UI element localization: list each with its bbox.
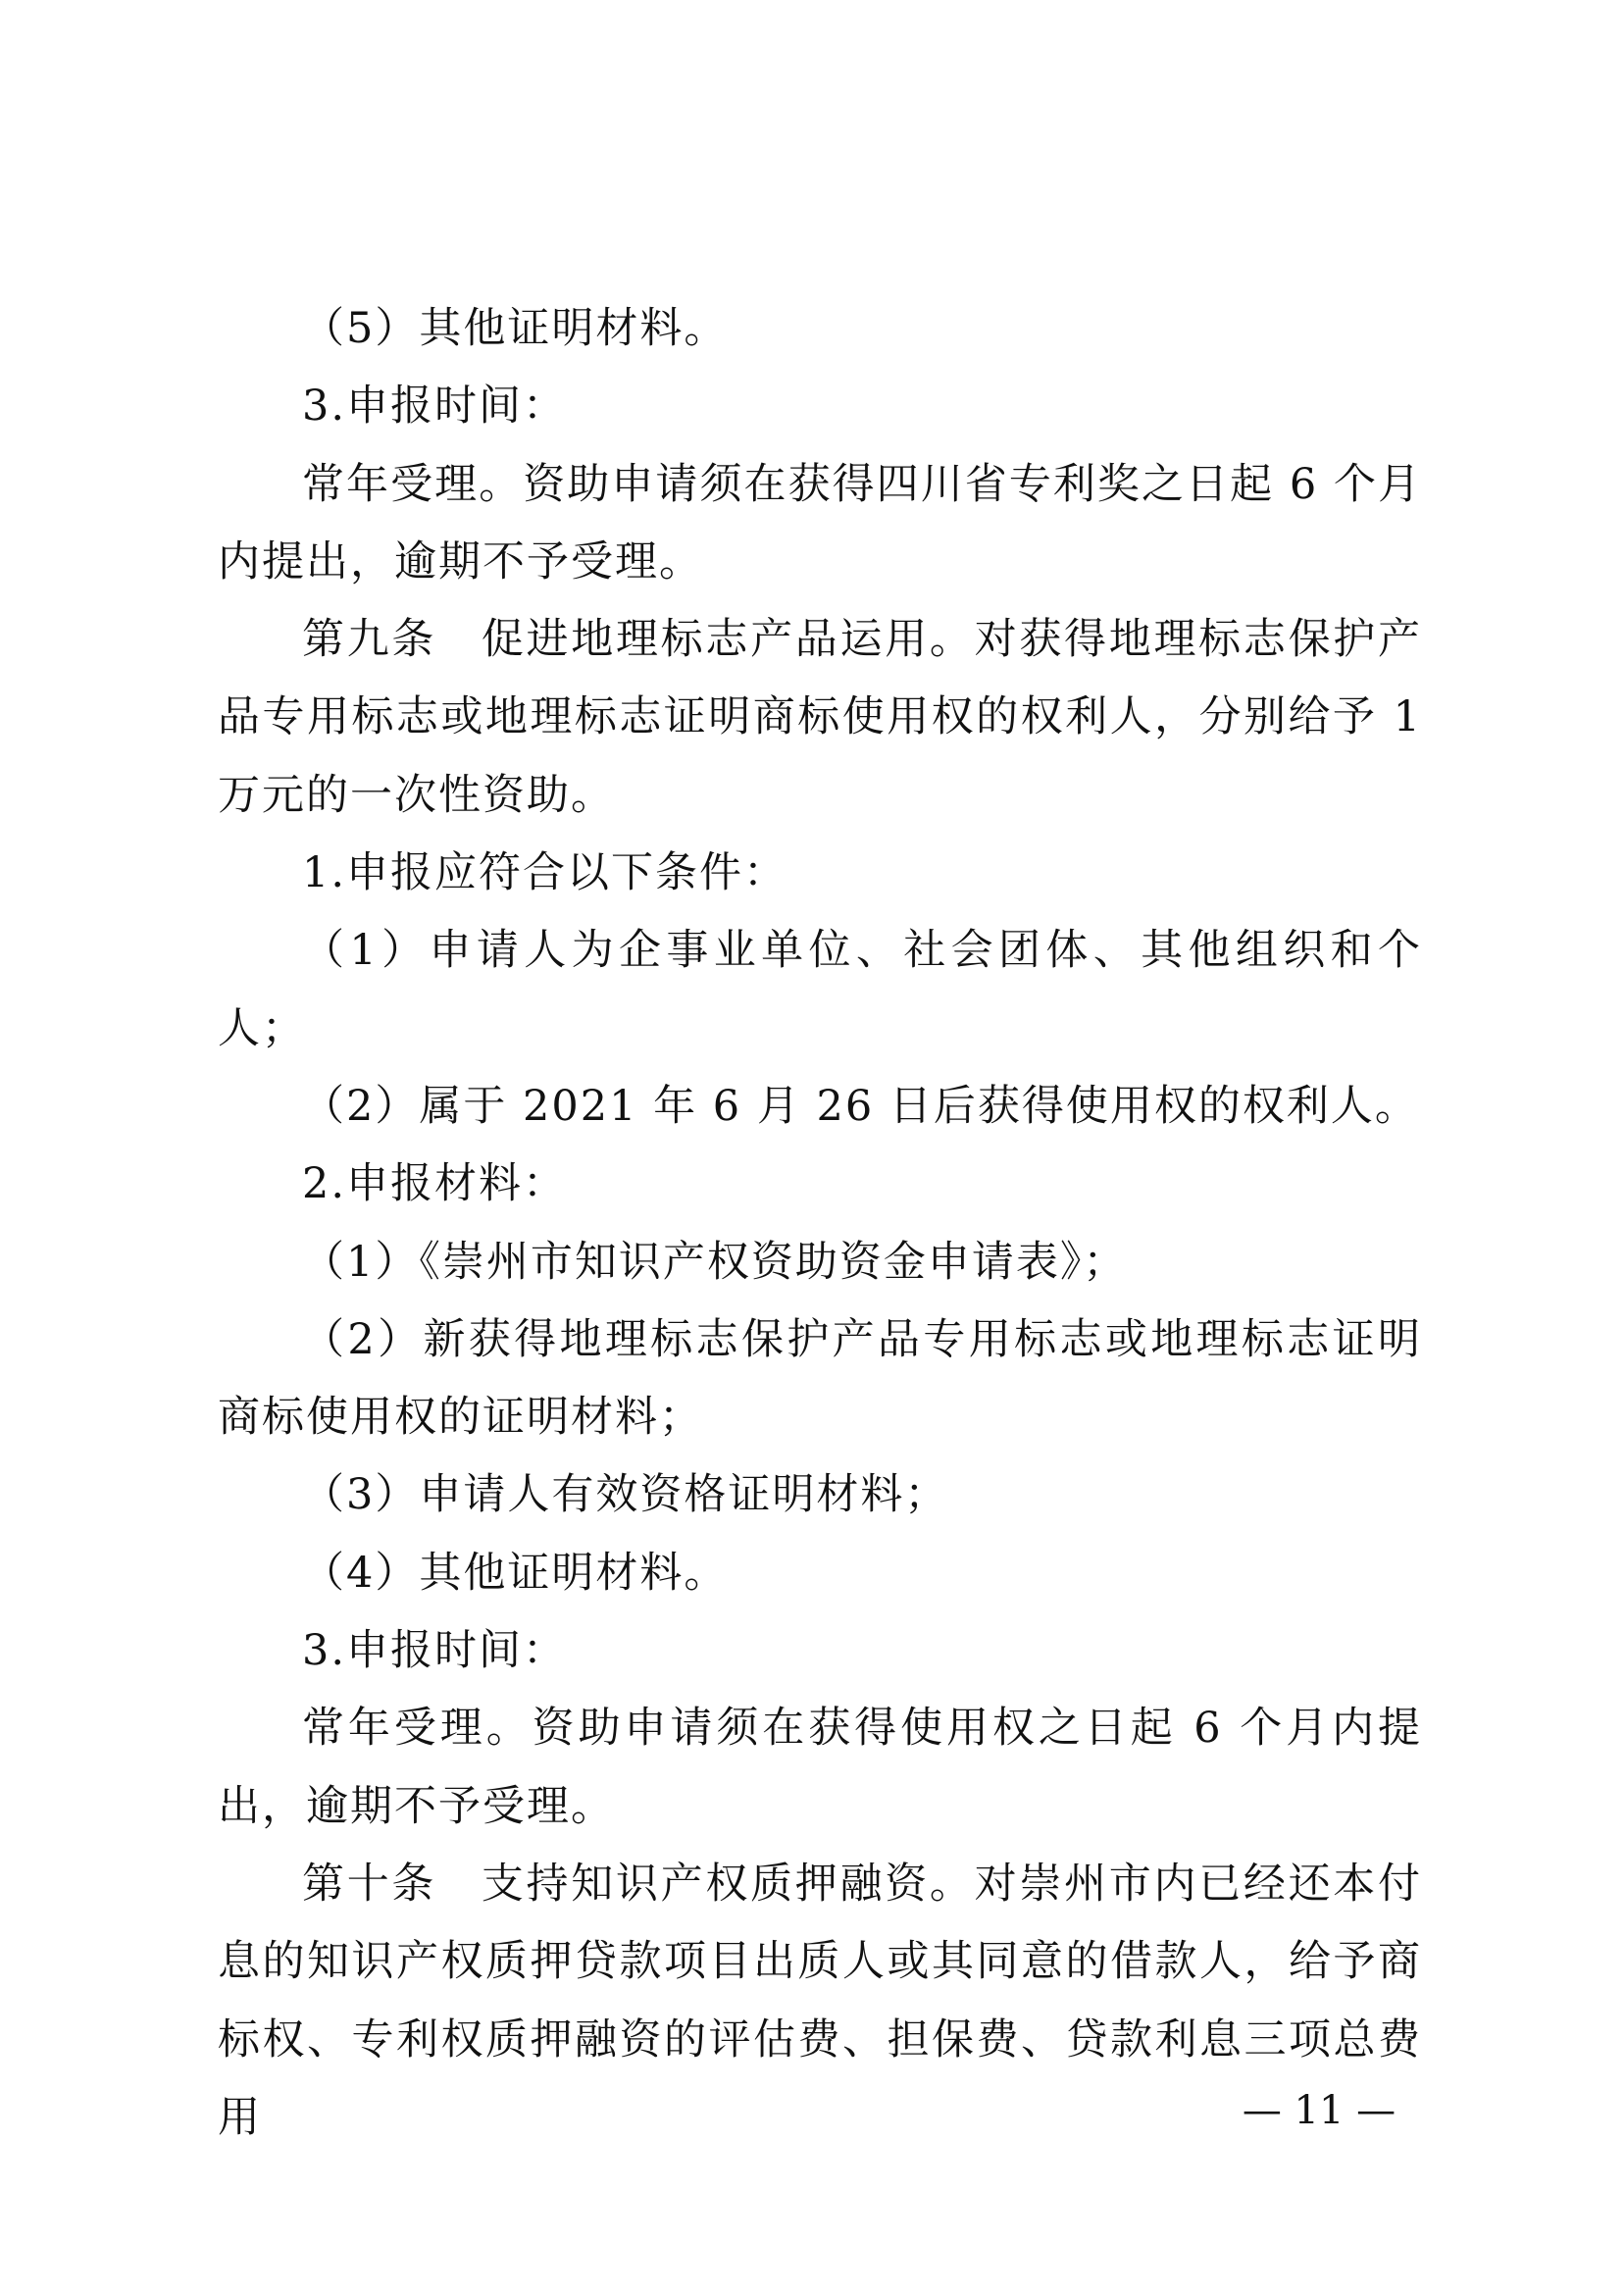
paragraph: 第九条 促进地理标志产品运用。对获得地理标志保护产品专用标志或地理标志证明商标使用权的权利人，分别给予 1 万元的一次性资助。: [218, 615, 1422, 820]
paragraph: （1）《崇州市知识产权资助资金申请表》；: [302, 1237, 1128, 1287]
paragraph: 3.申报时间：: [302, 1626, 568, 1676]
paragraph: 第十条 支持知识产权质押融资。对崇州市内已经还本付息的知识产权质押贷款项目出质人或其同意的借款人，给予商标权、专利权质押融资的评估费、担保费、贷款利息三项总费用: [218, 1859, 1422, 2142]
paragraph: 3.申报时间：: [302, 382, 568, 432]
paragraph: （5）其他证明材料。: [302, 304, 729, 353]
document-body: [218, 290, 1422, 2157]
paragraph: （2）属于 2021 年 6 月 26 日后获得使用权的权利人。: [302, 1081, 1419, 1131]
paragraph: （2）新获得地理标志保护产品专用标志或地理标志证明商标使用权的证明材料；: [218, 1314, 1422, 1443]
paragraph: 1.申报应符合以下条件：: [302, 848, 788, 898]
paragraph: （1）申请人为企事业单位、社会团体、其他组织和个人；: [218, 926, 1422, 1053]
paragraph: （4）其他证明材料。: [302, 1548, 729, 1598]
paragraph: （3）申请人有效资格证明材料；: [302, 1470, 949, 1520]
paragraph: 常年受理。资助申请须在获得使用权之日起 6 个月内提出，逾期不予受理。: [218, 1704, 1422, 1831]
page-number: — 11 —: [1242, 2088, 1396, 2133]
paragraph: 2.申报材料：: [302, 1159, 568, 1209]
paragraph: 常年受理。资助申请须在获得四川省专利奖之日起 6 个月内提出，逾期不予受理。: [218, 459, 1422, 586]
